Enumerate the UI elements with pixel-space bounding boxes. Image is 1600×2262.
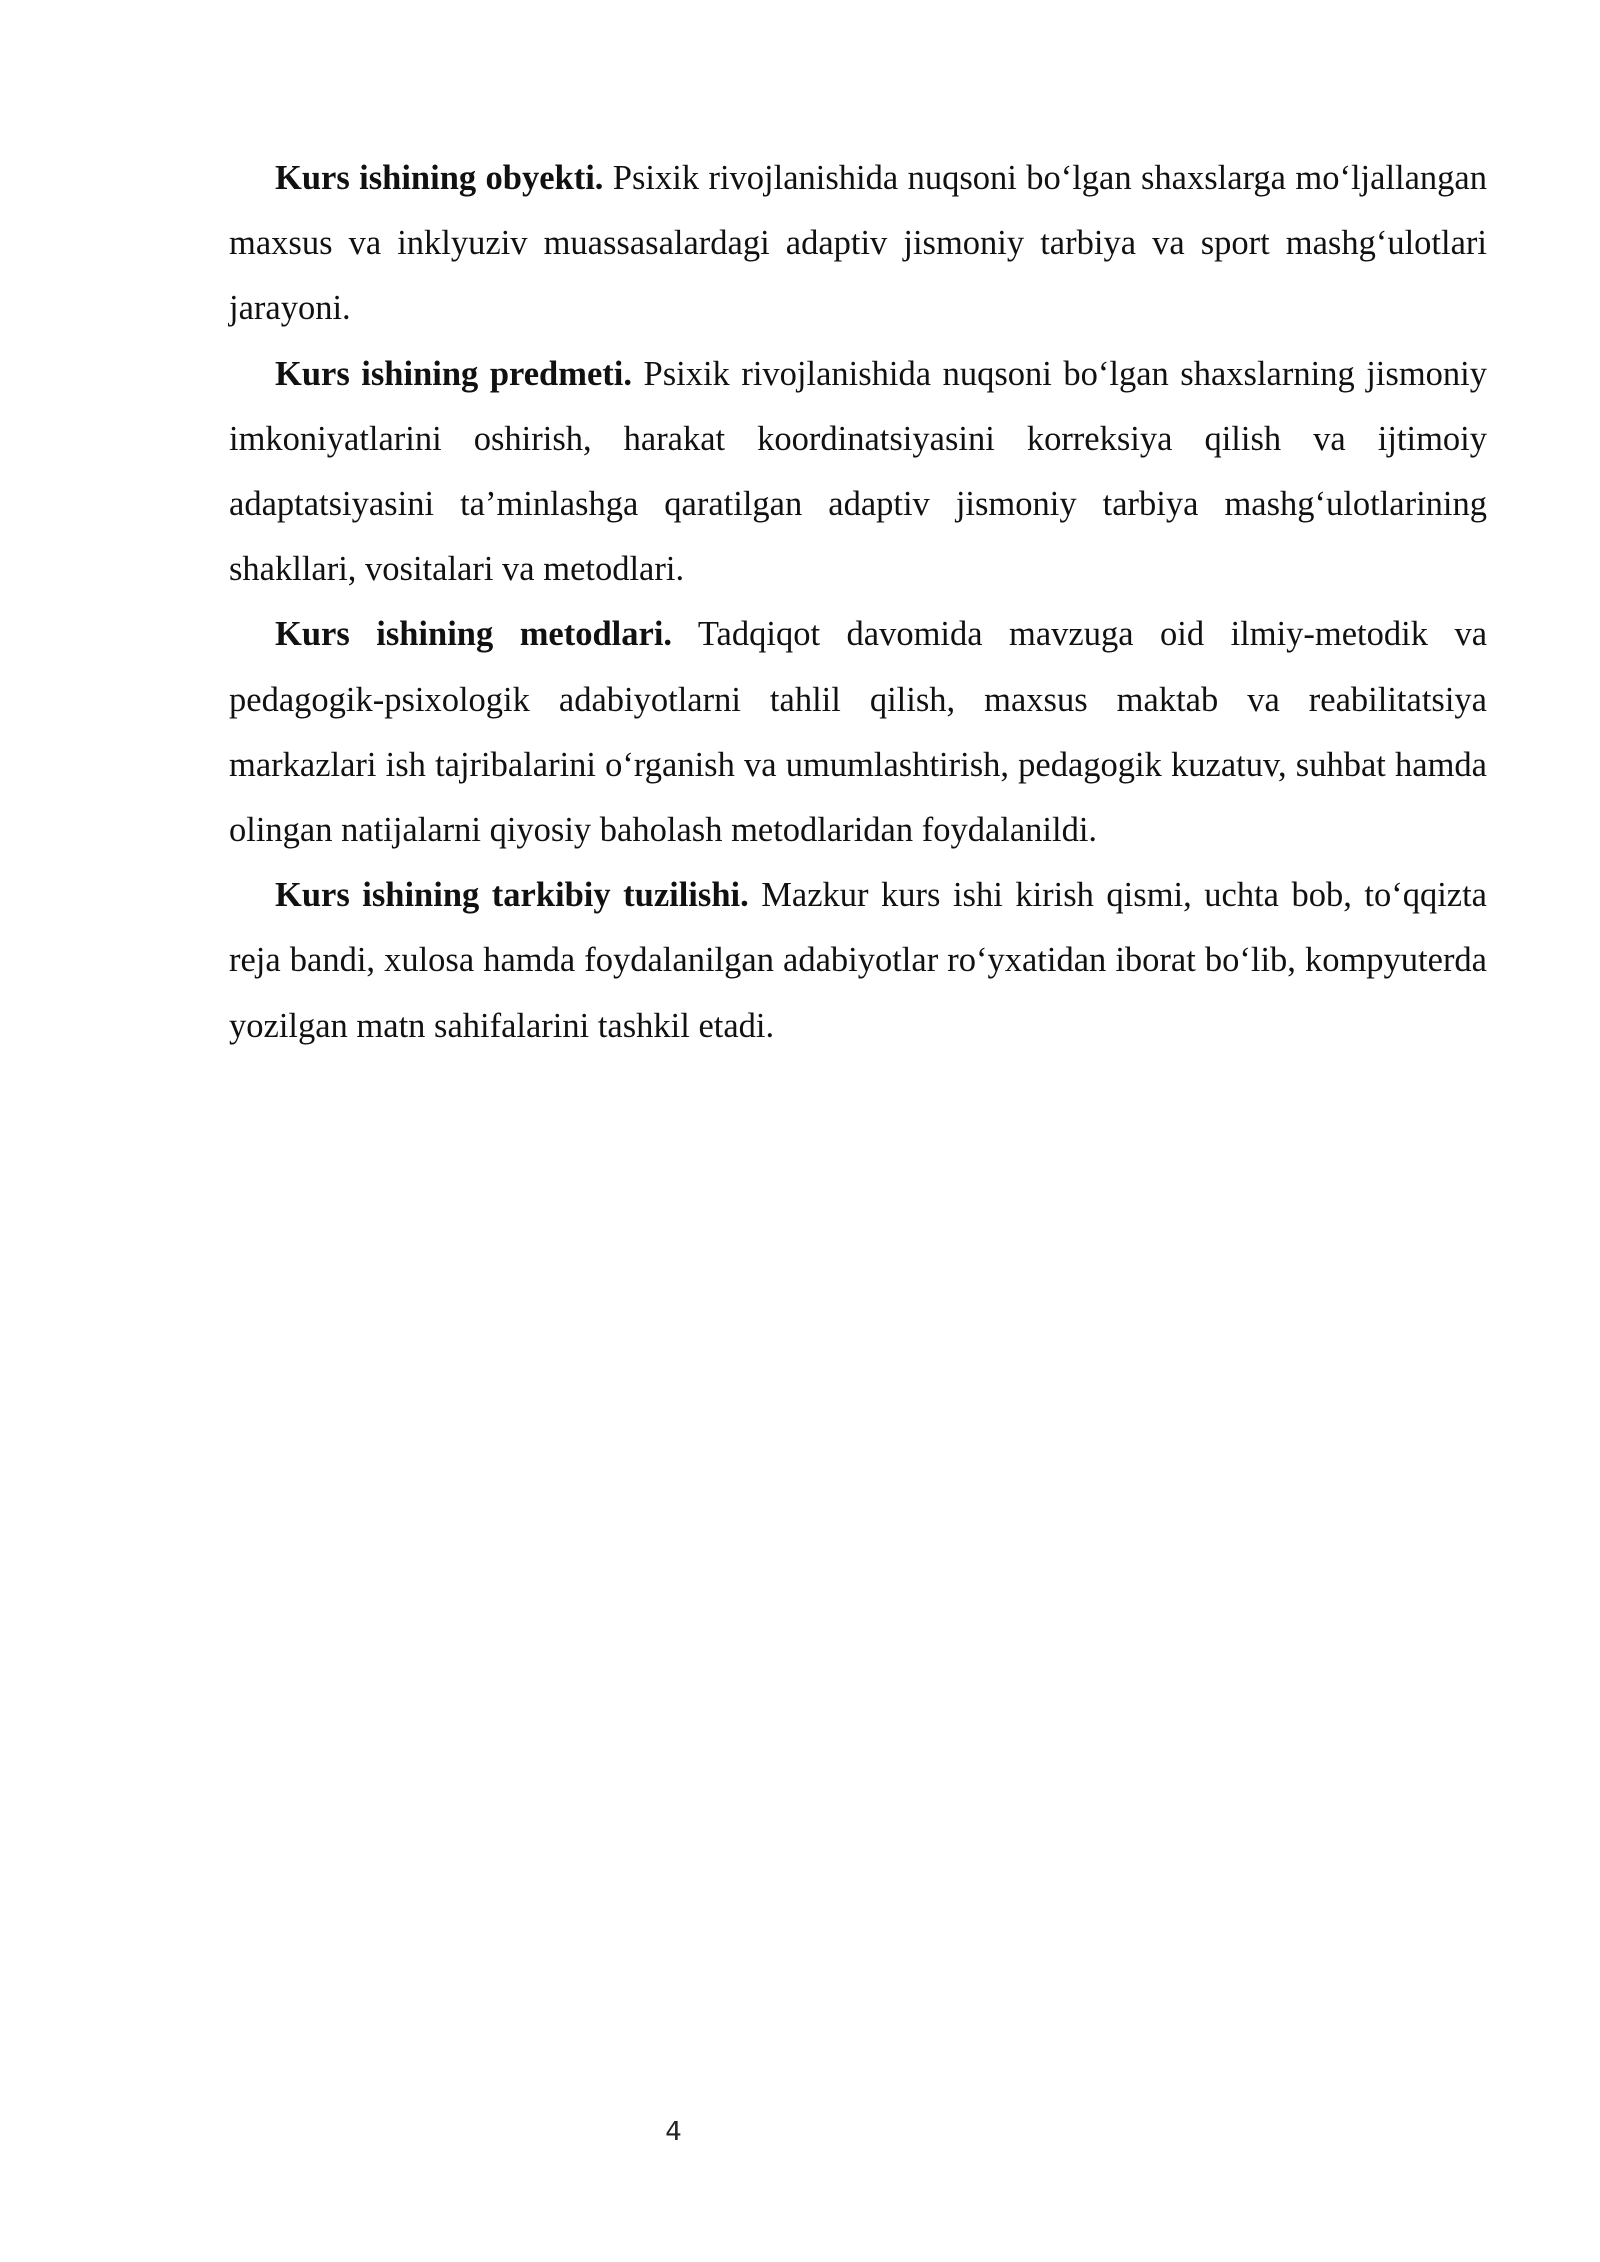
page-number: 4 — [665, 2117, 682, 2147]
paragraph-text: Mazkur kurs ishi kirish qismi, uchta bob, to‘qqizta reja bandi, xulosa hamda foydalanilgan adabiyotlar ro‘yxatidan iborat bo‘lib, kompyuterda yozilgan matn sahifalarini tashkil etadi. — [229, 876, 1487, 1045]
paragraph-methods — [229, 602, 1487, 863]
paragraph-structure — [229, 863, 1487, 1059]
paragraph-subject — [229, 342, 1487, 603]
page-body — [229, 146, 1487, 1059]
paragraph-text: Psixik rivojlanishida nuqsoni bo‘lgan shaxslarning jismoniy imkoniyatlarini oshirish, harakat koordinatsiyasini korreksiya qilish va ijtimoiy adaptatsiyasini ta’minlashga qaratilgan adaptiv jismoniy tarbiya mashg‘ulotlarining shakllari, vositalari va metodlari. — [229, 354, 1487, 589]
paragraph-heading: Kurs ishining predmeti. — [275, 354, 632, 393]
paragraph-heading: Kurs ishining metodlari. — [275, 615, 673, 654]
paragraph-text: Psixik rivojlanishida nuqsoni bo‘lgan shaxslarga mo‘ljallangan maxsus va inklyuziv muassasalardagi adaptiv jismoniy tarbiya va sport mashg‘ulotlari jarayoni. — [229, 159, 1487, 328]
paragraph-heading: Kurs ishining tarkibiy tuzilishi. — [275, 876, 749, 915]
paragraph-text: Tadqiqot davomida mavzuga oid ilmiy-metodik va pedagogik-psixologik adabiyotlarni tahlil qilish, maxsus maktab va reabilitatsiya markazlari ish tajribalarini o‘rganish va umumlashtirish, pedagogik kuzatuv, suhbat hamda olingan natijalarni qiyosiy baholash metodlaridan foydalanildi. — [229, 615, 1488, 850]
paragraph-object — [229, 146, 1487, 342]
paragraph-heading: Kurs ishining obyekti. — [275, 159, 604, 197]
